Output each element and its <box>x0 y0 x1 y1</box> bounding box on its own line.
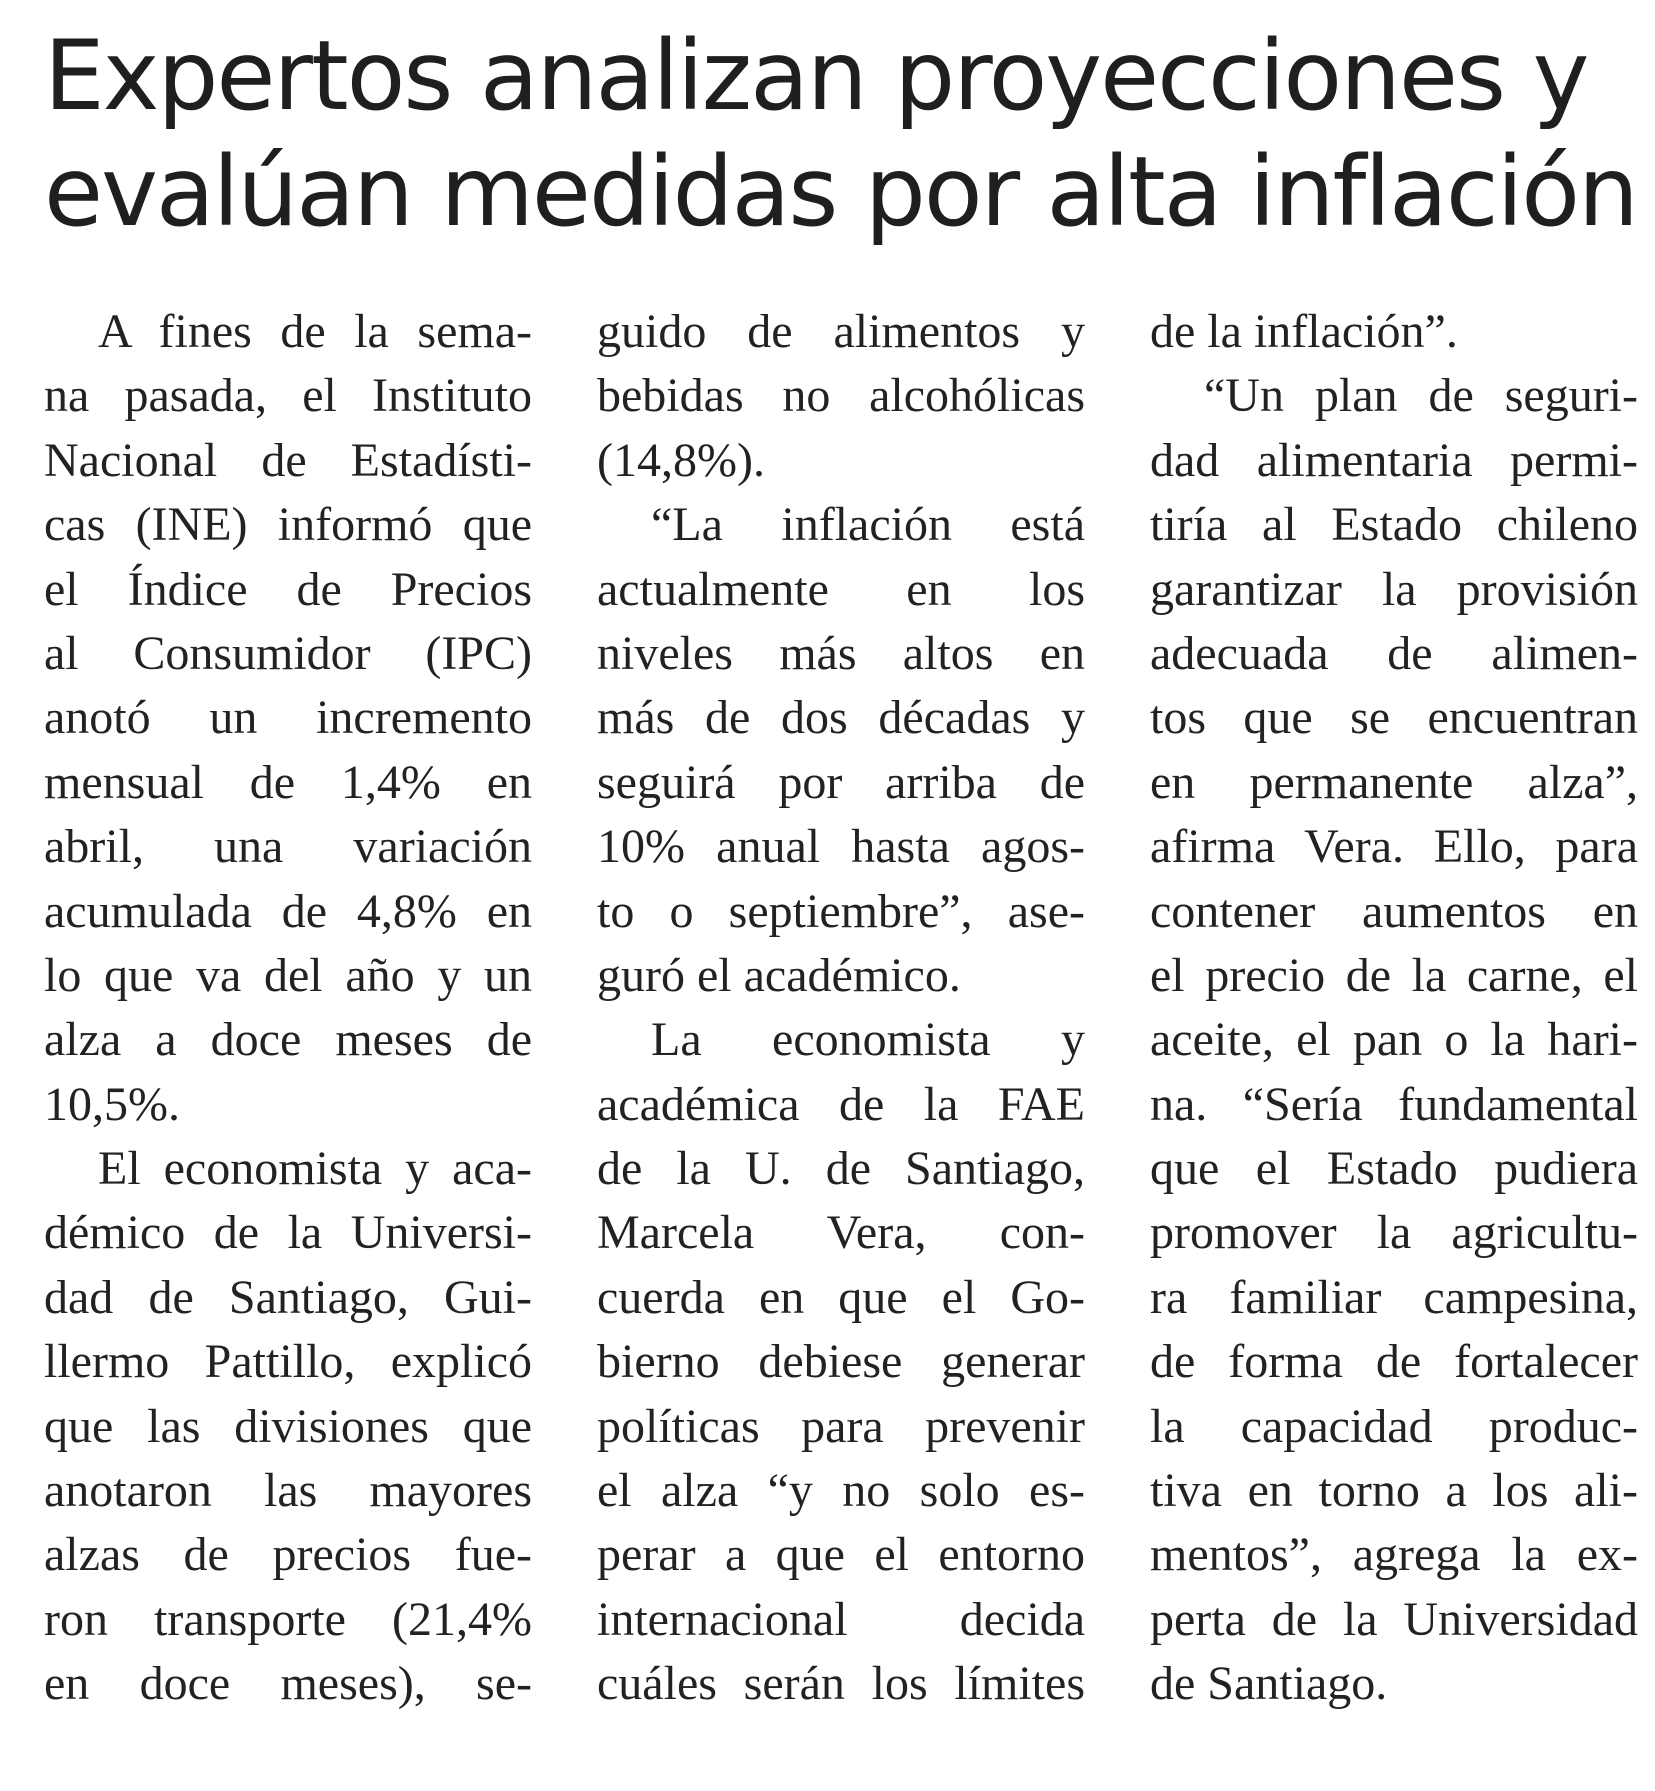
article-text-line: de Santiago. <box>1150 1657 1388 1711</box>
article-text-line: anotó un incremento <box>44 691 532 745</box>
article-text-line: abril, una variación <box>44 820 532 874</box>
text-column-1 <box>44 300 532 1717</box>
article-text-line: bebidas no alcohólicas <box>597 369 1085 423</box>
article-text-line: ron transporte (21,4% <box>44 1592 532 1646</box>
article-text-line: académica de la FAE <box>597 1077 1085 1131</box>
article-text-line: La economista y <box>651 1013 1085 1067</box>
article-text-line: 10% anual hasta agos- <box>597 820 1085 874</box>
article-text-line: de la inflación”. <box>1150 305 1458 358</box>
article-text-line: “Un plan de seguri- <box>1204 369 1638 423</box>
article-text-line: guró el académico. <box>597 948 961 1002</box>
article-text-line: alzas de precios fue- <box>44 1528 532 1582</box>
article-text-line: cas (INE) informó que <box>44 498 532 552</box>
article-text-line: en doce meses), se- <box>44 1657 532 1711</box>
article-text-line: Marcela Vera, con- <box>597 1206 1085 1260</box>
headline <box>44 18 1644 250</box>
article-text-line: acumulada de 4,8% en <box>44 884 532 938</box>
article-text-line: contener aumentos en <box>1150 884 1638 938</box>
article-text-line: na. “Sería fundamental <box>1150 1077 1638 1131</box>
text-column-3 <box>1150 300 1638 1717</box>
article-text-line: tiva en torno a los ali- <box>1150 1464 1638 1518</box>
article-text-line: actualmente en los <box>597 562 1085 616</box>
article-text-line: de forma de fortalecer <box>1150 1335 1638 1389</box>
article-text-line: démico de la Universi- <box>44 1206 532 1260</box>
article-text-line: llermo Pattillo, explicó <box>44 1335 532 1389</box>
article-text-line: la capacidad produc- <box>1150 1399 1638 1453</box>
article-text-line: seguirá por arriba de <box>597 755 1085 809</box>
article-text-line: el alza “y no solo es- <box>597 1464 1085 1518</box>
article-text-line: perar a que el entorno <box>597 1528 1085 1582</box>
article-text-line: el precio de la carne, el <box>1150 948 1638 1002</box>
article-text-line: adecuada de alimen- <box>1150 626 1638 680</box>
article-text-line: lo que va del año y un <box>44 948 532 1002</box>
article-text-line: mensual de 1,4% en <box>44 755 532 809</box>
article-text-line: afirma Vera. Ello, para <box>1150 820 1638 874</box>
article-text-line: anotaron las mayores <box>44 1464 532 1518</box>
article-text-line: promover la agricultu- <box>1150 1206 1638 1260</box>
article-text-line: bierno debiese generar <box>597 1335 1085 1389</box>
article-text-line: que el Estado pudiera <box>1150 1142 1638 1196</box>
article-text-line: 10,5%. <box>44 1077 180 1131</box>
article-text-line: cuerda en que el Go- <box>597 1270 1085 1324</box>
article-text-line: Nacional de Estadísti- <box>44 433 532 487</box>
article-text-line: políticas para prevenir <box>597 1399 1085 1453</box>
article-text-line: garantizar la provisión <box>1150 562 1638 616</box>
article-text-line: aceite, el pan o la hari- <box>1150 1013 1638 1067</box>
article-text-line: ra familiar campesina, <box>1150 1270 1638 1324</box>
article-text-line: A fines de la sema- <box>98 305 532 358</box>
article-text-line: (14,8%). <box>597 433 765 487</box>
article-text-line: to o septiembre”, ase- <box>597 884 1085 938</box>
article-text-line: guido de alimentos y <box>597 305 1085 358</box>
article-text-line: internacional decida <box>597 1592 1085 1646</box>
article-text-line: “La inflación está <box>651 498 1085 552</box>
article-text-line: El economista y aca- <box>98 1142 532 1196</box>
text-column-2 <box>597 300 1085 1717</box>
article-text-line: que las divisiones que <box>44 1399 532 1453</box>
article-text-line: cuáles serán los límites <box>597 1657 1085 1711</box>
article-text-line: de la U. de Santiago, <box>597 1142 1085 1196</box>
article-text-line: dad de Santiago, Gui- <box>44 1270 532 1324</box>
article-text-line: alza a doce meses de <box>44 1013 532 1067</box>
article-text-line: más de dos décadas y <box>597 691 1085 745</box>
article-text-line: tiría al Estado chileno <box>1150 498 1638 552</box>
article-text-line: perta de la Universidad <box>1150 1592 1638 1646</box>
article-text-line: na pasada, el Instituto <box>44 369 532 423</box>
headline-line-1: Expertos analizan proyecciones y <box>44 20 1588 132</box>
article-text-line: mentos”, agrega la ex- <box>1150 1528 1638 1582</box>
headline-line-2: evalúan medidas por alta inflación <box>44 136 1637 248</box>
article-text-line: en permanente alza”, <box>1150 755 1638 809</box>
article-text-line: niveles más altos en <box>597 626 1085 680</box>
article-text-line: tos que se encuentran <box>1150 691 1638 745</box>
article-text-line: el Índice de Precios <box>44 562 532 616</box>
article-text-line: dad alimentaria permi- <box>1150 433 1638 487</box>
article-text-line: al Consumidor (IPC) <box>44 626 532 680</box>
